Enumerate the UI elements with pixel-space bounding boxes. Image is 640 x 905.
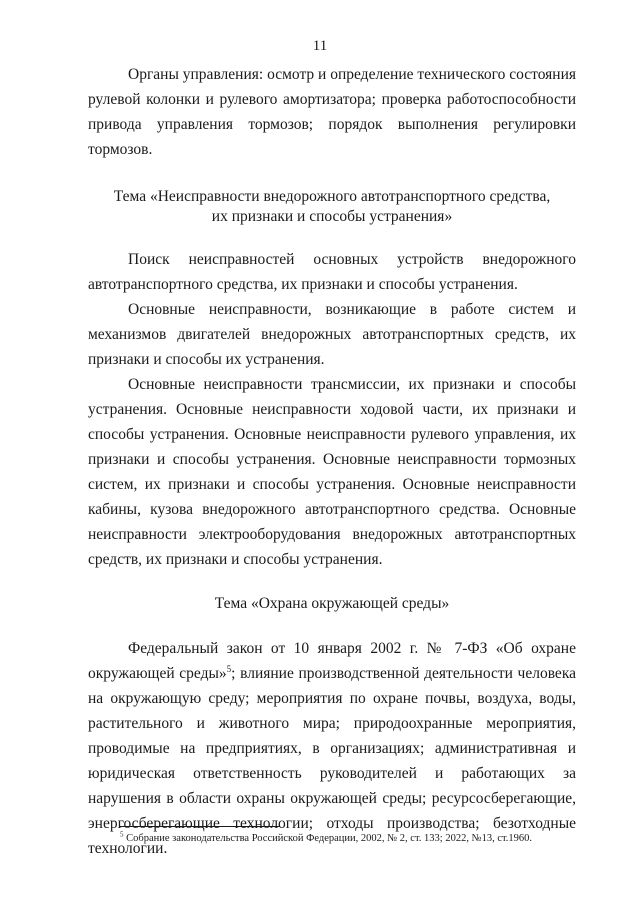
malfunctions-paragraph-transmission: Основные неисправности трансмиссии, их признаки и способы устранения. Основные неисправности ходовой части, их признаки и способы устранения. Основные неисправности рулевого управления, их признаки и способы устранения. Основные неисправности тормозных систем, их признаки и способы устранения. Основные неисправности кабины, кузова внедорожного автотранспортного средства. Основные неисправности электрооборудования внедорожных автотранспортных средств, их признаки и способы устранения. <box>88 376 576 568</box>
footnote-reference: 5 <box>226 663 232 674</box>
footnote-text: Собрание законодательства Российской Федерации, 2002, № 2, ст. 133; 2022, №13, ст.1960. <box>123 833 533 844</box>
topic-malfunctions-title-line1: Тема «Неисправности внедорожного автотранспортного средства, <box>113 188 551 205</box>
malfunctions-paragraph-engine: Основные неисправности, возникающие в работе систем и механизмов двигателей внедорожных автотранспортных средств, их признаки и способы их устранения. <box>88 301 576 368</box>
page-body <box>88 62 576 861</box>
footnote-divider <box>120 826 280 827</box>
topic-malfunctions-title-line2: их признаки и способы устранения» <box>211 208 453 225</box>
malfunctions-paragraph-search: Поиск неисправностей основных устройств внедорожного автотранспортного средства, их признаки и способы устранения. <box>88 251 576 293</box>
footnote <box>120 832 590 845</box>
topic-malfunctions-heading <box>88 187 576 227</box>
footnote-marker: 5 <box>120 830 124 839</box>
environment-paragraph <box>88 636 576 861</box>
intro-paragraph: Органы управления: осмотр и определение технического состояния рулевой колонки и рулевого амортизатора; проверка работоспособности привода управления тормозов; порядок выполнения регулировки тормозов. <box>88 66 576 158</box>
page-number: 11 <box>312 38 328 54</box>
environment-paragraph-law: Федеральный закон от 10 января 2002 г. № 7-ФЗ «Об охране окружающей среды» <box>88 640 576 682</box>
environment-paragraph-rest: ; влияние производственной деятельности человека на окружающую среду; мероприятия по охране почвы, воздуха, воды, растительного и животного мира; природоохранные мероприятия, проводимые на предприятиях, в организациях; административная и юридическая ответственность руководителей и работающих за нарушения в области охраны окружающей среды; ресурсосберегающие, энергосберегающие технологии; отходы производства; безотходные технологии. <box>88 665 576 857</box>
topic-environment-title: Тема «Охрана окружающей среды» <box>214 595 450 612</box>
